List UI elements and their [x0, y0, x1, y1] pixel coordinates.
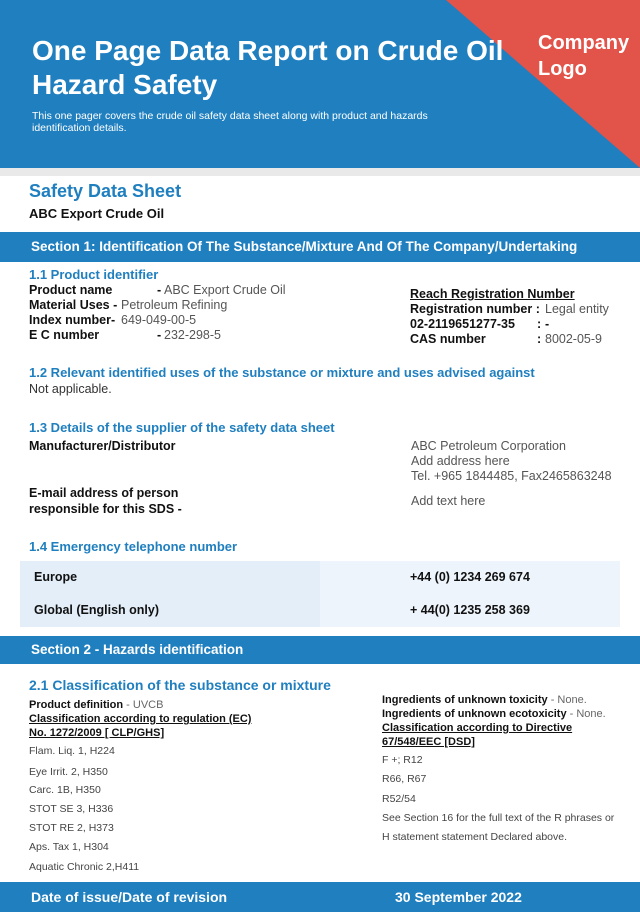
footer-date: 30 September 2022 — [395, 889, 522, 905]
class-ec-line-2: No. 1272/2009 [ CLP/GHS] — [29, 727, 165, 739]
hazard-class-item: Flam. Liq. 1, H224 — [29, 745, 115, 757]
s13-heading: 1.3 Details of the supplier of the safety data sheet — [29, 420, 335, 435]
material-uses-label: Material Uses - — [29, 298, 118, 312]
section1-header: Section 1: Identification Of The Substance/Mixture And Of The Company/Undertaking — [0, 232, 640, 262]
company-logo: Company Logo — [538, 32, 630, 80]
product-name-label: Product name — [29, 283, 113, 297]
emergency-phone: +44 (0) 1234 269 674 — [410, 570, 530, 584]
risk-phrase-item: F +; R12 — [382, 754, 423, 766]
sds-title: Safety Data Sheet — [29, 181, 182, 201]
s12-heading: 1.2 Relevant identified uses of the substance or mixture and uses advised against — [29, 365, 535, 380]
hazard-class-item: STOT RE 2, H373 — [29, 822, 114, 834]
page-title: One Page Data Report on Crude Oil Hazard Safety — [32, 35, 504, 100]
unknown-ecotoxicity-label: Ingredients of unknown ecotoxicity — [382, 708, 567, 720]
s11-heading: 1.1 Product identifier — [29, 267, 159, 282]
cas-sep: : — [537, 332, 542, 346]
emergency-region: Global (English only) — [34, 603, 159, 617]
ec-number-value: 232-298-5 — [164, 328, 221, 342]
reach-num-sep: : — [537, 317, 542, 331]
footer-bar — [0, 882, 640, 912]
class-dir-line-2: 67/548/EEC [DSD] — [382, 736, 475, 748]
risk-phrase-item: See Section 16 for the full text of the R phrases or — [382, 812, 615, 824]
s12-text: Not applicable. — [29, 382, 112, 396]
material-uses-value: Petroleum Refining — [121, 298, 228, 312]
s21-heading: 2.1 Classification of the substance or mixture — [29, 677, 331, 693]
manufacturer-line-2: Add address here — [411, 454, 510, 468]
manufacturer-line-3: Tel. +965 1844485, Fax2465863248 — [411, 469, 612, 483]
risk-phrase-item: R52/54 — [382, 793, 416, 805]
product-name-sep: - — [157, 283, 162, 297]
class-dir-line-1: Classification according to Directive — [382, 722, 573, 734]
reach-reg-label: Registration number : — [410, 302, 540, 316]
hazard-class-item: Eye Irrit. 2, H350 — [29, 766, 108, 778]
product-definition-value: - UVCB — [126, 699, 164, 711]
product-definition — [29, 699, 163, 712]
divider — [0, 168, 640, 176]
reach-num-label: 02-2119651277-35 — [410, 317, 515, 331]
product-definition-label: Product definition — [29, 699, 124, 711]
unknown-ecotoxicity-value: - None. — [569, 708, 606, 720]
unknown-toxicity-value: - None. — [550, 694, 587, 706]
ec-number-sep: - — [157, 328, 162, 342]
hazard-class-item: Aquatic Chronic 2,H411 — [29, 861, 140, 873]
footer-label: Date of issue/Date of revision — [31, 889, 228, 905]
emergency-region: Europe — [34, 570, 78, 584]
product-name-value: ABC Export Crude Oil — [164, 283, 286, 297]
email-value: Add text here — [411, 494, 486, 508]
manufacturer-line-1: ABC Petroleum Corporation — [411, 439, 566, 453]
cas-label: CAS number — [410, 332, 486, 346]
unknown-toxicity-label: Ingredients of unknown toxicity — [382, 694, 548, 706]
emergency-row — [20, 561, 620, 594]
email-label-2: responsible for this SDS - — [29, 502, 182, 516]
unknown-ecotoxicity — [382, 708, 606, 721]
class-ec-line-1: Classification according to regulation (EC) — [29, 713, 252, 725]
cas-value: 8002-05-9 — [545, 332, 602, 346]
manufacturer-label: Manufacturer/Distributor — [29, 439, 176, 453]
unknown-toxicity — [382, 694, 587, 707]
reach-reg-value: Legal entity — [545, 302, 609, 316]
emergency-phone: + 44(0) 1235 258 369 — [410, 603, 530, 617]
index-number-label: Index number- — [29, 313, 116, 327]
hazard-class-item: Carc. 1B, H350 — [29, 784, 101, 796]
reach-num-value: - — [545, 317, 550, 331]
ec-number-label: E C number — [29, 328, 100, 342]
sds-subtitle: ABC Export Crude Oil — [29, 206, 165, 221]
risk-phrase-item: H statement statement Declared above. — [382, 831, 568, 843]
section2-header: Section 2 - Hazards identification — [0, 636, 640, 664]
hazard-class-item: STOT SE 3, H336 — [29, 803, 114, 815]
page-subtitle: This one pager covers the crude oil safety data sheet along with product and hazards identification details. — [32, 110, 428, 134]
s14-heading: 1.4 Emergency telephone number — [29, 539, 238, 554]
risk-phrase-item: R66, R67 — [382, 773, 427, 785]
hazard-class-item: Aps. Tax 1, H304 — [29, 841, 109, 853]
reach-title: Reach Registration Number — [410, 287, 575, 301]
index-number-value: 649-049-00-5 — [121, 313, 197, 327]
email-label-1: E-mail address of person — [29, 486, 179, 500]
emergency-row — [20, 594, 620, 627]
